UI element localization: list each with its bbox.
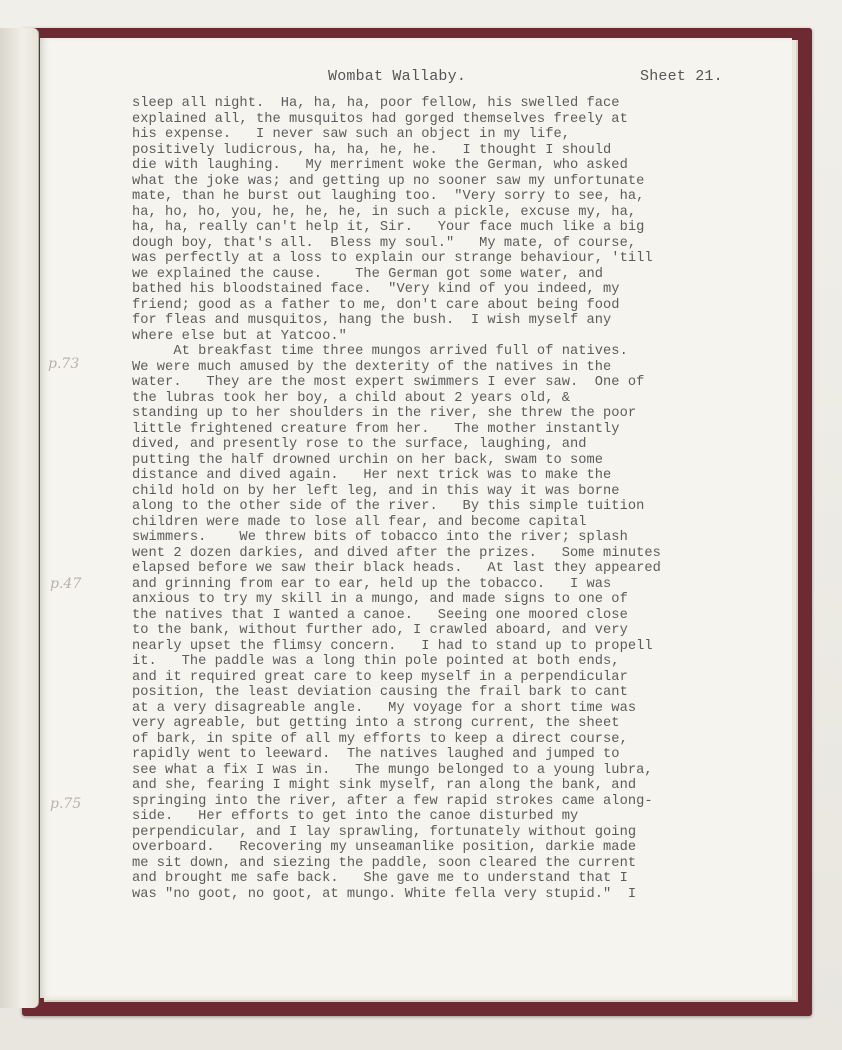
text-line: sleep all night. Ha, ha, ha, poor fellow, his swelled face — [132, 96, 620, 111]
text-line: see what a fix I was in. The mungo belonged to a young lubra, — [132, 762, 653, 778]
text-line: and she, fearing I might sink myself, ran along the bank, and — [132, 778, 637, 793]
text-line: and brought me safe back. She gave me to understand that I — [132, 871, 628, 886]
text-line: where else but at Yatcoo." — [132, 328, 347, 344]
text-line: At breakfast time three mungos arrived full of natives. — [132, 344, 628, 359]
text-line: at a very disagreable angle. My voyage for a short time was — [132, 700, 637, 716]
text-line: anxious to try my skill in a mungo, and made signs to one of — [132, 592, 628, 607]
typed-page — [40, 38, 792, 998]
text-line: ha, ha, really can't help it, Sir. Your face much like a big — [132, 220, 645, 235]
text-line: we explained the cause. The German got some water, and — [132, 266, 604, 282]
left-page-edge — [0, 28, 39, 1008]
text-line: standing up to her shoulders in the river, she threw the poor — [132, 406, 637, 421]
text-line: position, the least deviation causing the frail bark to cant — [132, 685, 628, 700]
text-line: along to the other side of the river. By this simple tuition — [132, 499, 645, 514]
text-line: what the joke was; and getting up no sooner saw my unfortunate — [132, 173, 645, 189]
text-line: dough boy, that's all. Bless my soul." My mate, of course, — [132, 235, 637, 251]
text-line: friend; good as a father to me, don't care about being food — [132, 297, 620, 313]
margin-note: p.73 — [48, 356, 80, 372]
text-line: and grinning from ear to ear, held up the tobacco. I was — [132, 576, 612, 592]
margin-note: p.47 — [50, 576, 82, 592]
text-line: the natives that I wanted a canoe. Seeing one moored close — [132, 607, 628, 623]
text-line: went 2 dozen darkies, and dived after the prizes. Some minutes — [132, 545, 661, 561]
document-title: Wombat Wallaby. — [328, 68, 467, 85]
text-line: We were much amused by the dexterity of the natives in the — [132, 359, 612, 375]
text-line: water. They are the most expert swimmers I ever saw. One of — [132, 375, 645, 390]
text-line: die with laughing. My merriment woke the German, who asked — [132, 158, 628, 173]
text-line: bathed his bloodstained face. "Very kind of you indeed, my — [132, 282, 620, 297]
body-text — [132, 96, 782, 902]
text-line: and it required great care to keep myself in a perpendicular — [132, 669, 628, 685]
text-line: children were made to lose all fear, and become capital — [132, 514, 587, 530]
text-line: swimmers. We threw bits of tobacco into the river; splash — [132, 530, 628, 545]
page-header — [40, 68, 792, 88]
text-line: nearly upset the flimsy concern. I had to stand up to propell — [132, 638, 653, 654]
margin-note: p.75 — [50, 796, 82, 812]
text-line: little frightened creature from her. The mother instantly — [132, 421, 620, 437]
text-line: was "no goot, no goot, at mungo. White fella very stupid." I — [132, 886, 637, 902]
text-line: very agreable, but getting into a strong current, the sheet — [132, 716, 620, 731]
text-line: me sit down, and siezing the paddle, soon cleared the current — [132, 855, 637, 871]
sheet-number: Sheet 21. — [640, 68, 723, 85]
text-line: perpendicular, and I lay sprawling, fortunately without going — [132, 824, 637, 840]
text-line: was perfectly at a loss to explain our strange behaviour, 'till — [132, 251, 653, 266]
text-line: it. The paddle was a long thin pole pointed at both ends, — [132, 654, 620, 669]
text-line: explained all, the musquitos had gorged themselves freely at — [132, 111, 628, 127]
text-line: elapsed before we saw their black heads. At last they appeared — [132, 561, 661, 576]
text-line: distance and dived again. Her next trick was to make the — [132, 468, 612, 483]
text-line: putting the half drowned urchin on her back, swam to some — [132, 452, 604, 468]
text-line: of bark, in spite of all my efforts to keep a direct course, — [132, 731, 628, 747]
text-line: overboard. Recovering my unseamanlike position, darkie made — [132, 840, 637, 855]
text-line: mate, than he burst out laughing too. "Very sorry to see, ha, — [132, 189, 645, 204]
text-line: ha, ho, ho, you, he, he, he, in such a pickle, excuse my, ha, — [132, 204, 637, 220]
text-line: dived, and presently rose to the surface, laughing, and — [132, 437, 587, 452]
text-line: to the bank, without further ado, I crawled aboard, and very — [132, 623, 628, 638]
text-line: positively ludicrous, ha, ha, he, he. I thought I should — [132, 142, 612, 158]
text-line: rapidly went to leeward. The natives laughed and jumped to — [132, 747, 620, 762]
text-line: for fleas and musquitos, hang the bush. I wish myself any — [132, 313, 612, 328]
text-line: springing into the river, after a few rapid strokes came along- — [132, 793, 653, 809]
text-line: side. Her efforts to get into the canoe disturbed my — [132, 809, 579, 824]
text-line: the lubras took her boy, a child about 2 years old, & — [132, 390, 570, 406]
text-line: child hold on by her left leg, and in this way it was borne — [132, 483, 620, 499]
text-line: his expense. I never saw such an object in my life, — [132, 127, 570, 142]
